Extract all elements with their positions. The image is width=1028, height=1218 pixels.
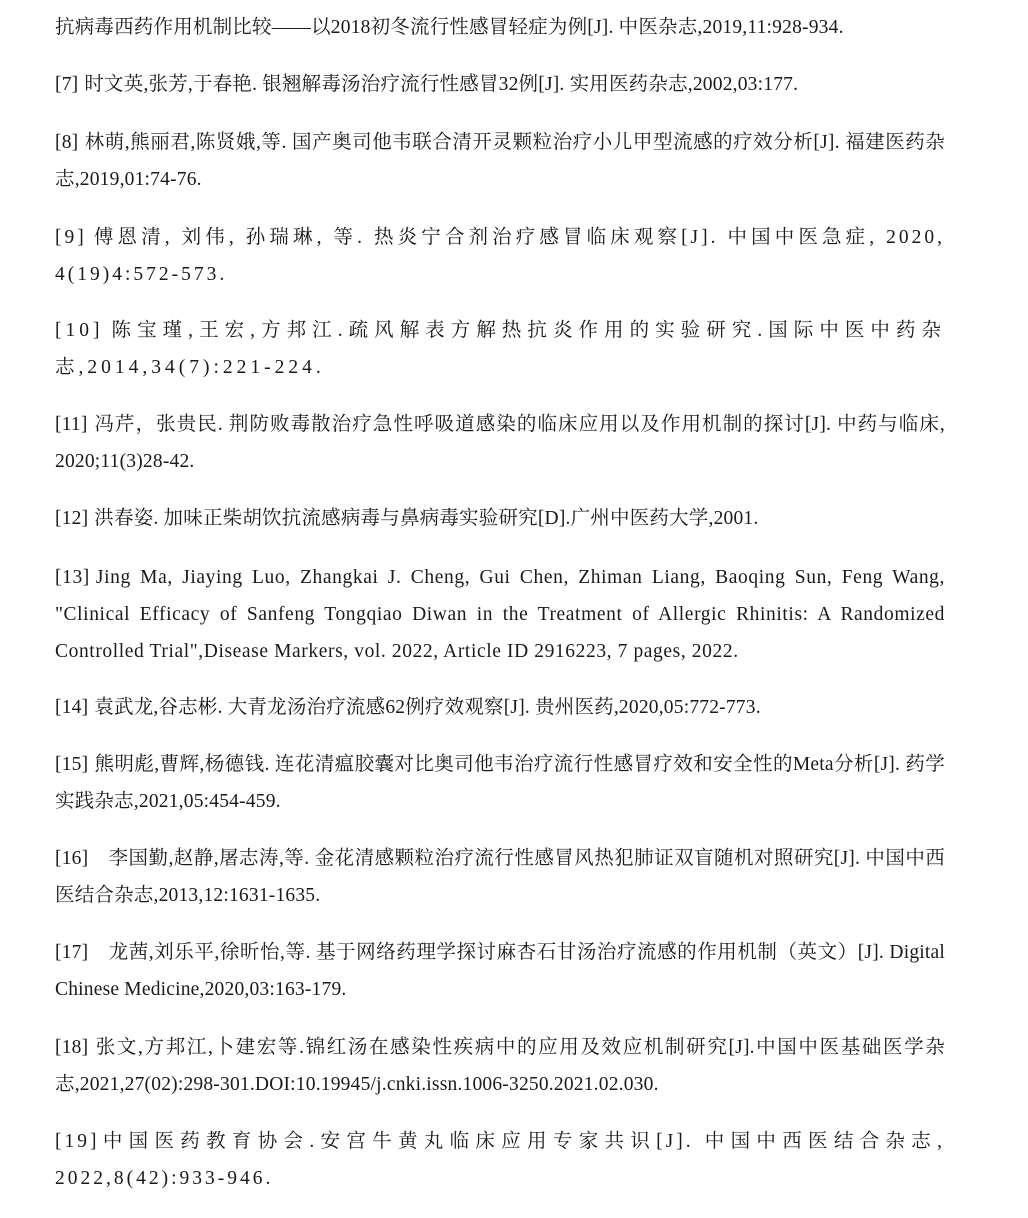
reference-number: [8] [55,132,79,153]
reference-text: Jing Ma, Jiaying Luo, Zhangkai J. Cheng, Gui Chen, Zhiman Liang, Baoqing Sun, Feng Wang, "Clinical Efficacy of Sanfeng Tongqiao Diwan in the Treatment of Allergic Rhinitis: A Randomized Controlled Trial",Disease Markers, vol. 2022, Article ID 2916223, 7 pages, 2022. [55,567,945,662]
reference-item-16 [55,840,945,914]
reference-number: [15] [55,754,89,775]
reference-item-8 [55,124,945,198]
reference-text: 龙茜,刘乐平,徐昕怡,等. 基于网络药理学探讨麻杏石甘汤治疗流感的作用机制（英文）[J]. Digital Chinese Medicine,2020,03:163-179. [55,942,945,1000]
reference-number: [16] [55,848,89,869]
reference-text: 林萌,熊丽君,陈贤娥,等. 国产奥司他韦联合清开灵颗粒治疗小儿甲型流感的疗效分析[J]. 福建医药杂志,2019,01:74-76. [55,132,945,190]
reference-number: [11] [55,414,88,435]
reference-number: [12] [55,508,89,529]
reference-number: [9] [55,227,87,248]
reference-item-9 [55,219,945,293]
reference-item-7 [55,66,945,103]
reference-item-11 [55,406,945,480]
reference-item-14 [55,689,945,726]
reference-continuation [55,9,945,46]
reference-item-15 [55,746,945,820]
reference-item-12 [55,500,945,537]
reference-text: 熊明彪,曹辉,杨德钱. 连花清瘟胶囊对比奥司他韦治疗流行性感冒疗效和安全性的Meta分析[J]. 药学实践杂志,2021,05:454-459. [55,754,945,812]
reference-text: 抗病毒西药作用机制比较——以2018初冬流行性感冒轻症为例[J]. 中医杂志,2019,11:928-934. [55,17,844,38]
reference-item-13 [55,559,945,670]
reference-number: [10] [55,320,104,341]
reference-text: 时文英,张芳,于春艳. 银翘解毒汤治疗流行性感冒32例[J]. 实用医药杂志,2002,03:177. [84,74,799,95]
reference-number: [19] [55,1131,100,1152]
reference-text: 袁武龙,谷志彬. 大青龙汤治疗流感62例疗效观察[J]. 贵州医药,2020,05:772-773. [94,697,761,718]
reference-text: 李国勤,赵静,屠志涛,等. 金花清感颗粒治疗流行性感冒风热犯肺证双盲随机对照研究[J]. 中国中西医结合杂志,2013,12:1631-1635. [55,848,945,906]
reference-number: [7] [55,74,79,95]
reference-item-18 [55,1029,945,1103]
reference-text: 张文,方邦江,卜建宏等.锦红汤在感染性疾病中的应用及效应机制研究[J].中国中医基础医学杂志,2021,27(02):298-301.DOI:10.19945/j.cnki.issn.1006-3250.2021.02.030. [55,1037,945,1095]
reference-text: 冯芹，张贵民. 荆防败毒散治疗急性呼吸道感染的临床应用以及作用机制的探讨[J]. 中药与临床, 2020;11(3)28-42. [55,414,945,472]
reference-item-10 [55,312,945,386]
reference-text: 傅恩清, 刘伟, 孙瑞琳, 等. 热炎宁合剂治疗感冒临床观察[J]. 中国中医急症, 2020, 4(19)4:572-573. [55,227,945,285]
reference-text: 陈宝瑾,王宏,方邦江.疏风解表方解热抗炎作用的实验研究.国际中医中药杂志,2014,34(7):221-224. [55,320,945,378]
reference-text: 洪春姿. 加味正柴胡饮抗流感病毒与鼻病毒实验研究[D].广州中医药大学,2001. [94,508,759,529]
reference-item-17 [55,934,945,1008]
reference-number: [14] [55,697,89,718]
reference-number: [18] [55,1037,89,1058]
reference-number: [17] [55,942,89,963]
reference-item-19 [55,1123,945,1197]
reference-text: 中国医药教育协会.安宫牛黄丸临床应用专家共识[J]. 中国中西医结合杂志, 2022,8(42):933-946. [55,1131,945,1189]
reference-number: [13] [55,567,90,588]
